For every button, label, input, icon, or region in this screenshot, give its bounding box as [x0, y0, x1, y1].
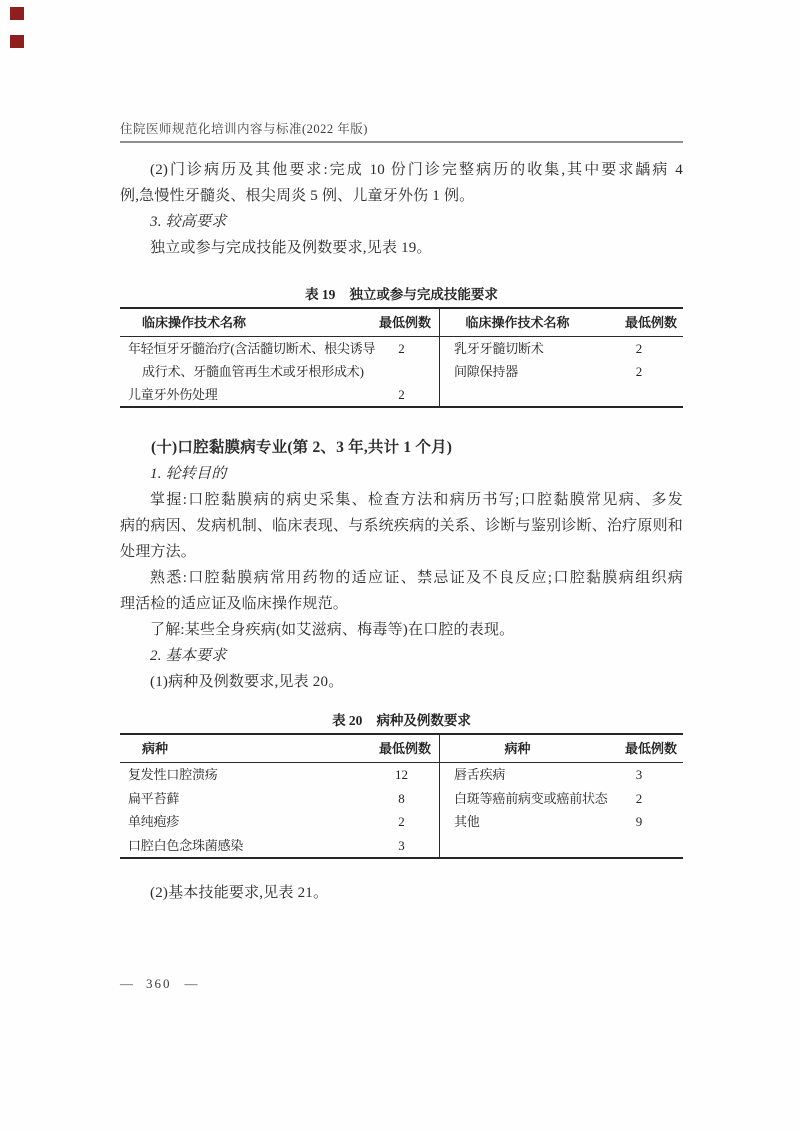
table-row [120, 810, 683, 834]
cell-disease-name: 其他 [454, 814, 480, 830]
cell-min-cases: 12 [364, 763, 440, 787]
cell-min-cases: 3 [635, 767, 643, 783]
paragraph-line: 处理方法。 [120, 544, 197, 560]
corner-mark-bottom-icon [10, 35, 24, 48]
column-header-min-cases-left: 最低例数 [364, 309, 440, 336]
column-header-skill-name-left: 临床操作技术名称 [142, 315, 247, 330]
column-header-min-cases-right: 最低例数 [624, 315, 677, 330]
cell-disease-name: 口腔白色念珠菌感染 [128, 837, 244, 853]
cell-skill-name: 乳牙牙髓切断术 [454, 341, 544, 356]
paragraph-line: 病的病因、发病机制、临床表现、与系统疾病的关系、诊断与鉴别诊断、治疗原则和 [120, 518, 683, 534]
column-header-disease-right: 病种 [504, 741, 531, 756]
paragraph-line: 例,急慢性牙髓炎、根尖周炎 5 例、儿童牙外伤 1 例。 [120, 188, 475, 204]
paragraph-disease-case-requirements: (1)病种及例数要求,见表 20。 [150, 674, 344, 690]
table-row [120, 383, 683, 406]
cell-min-cases: 2 [364, 383, 440, 406]
cell-disease-name: 单纯疱疹 [128, 814, 180, 830]
cell-min-cases: 8 [364, 787, 440, 811]
column-header-min-cases-left: 最低例数 [364, 735, 440, 762]
cell-skill-name: 间隙保持器 [454, 364, 519, 379]
list-item-rotation-purpose: 1. 轮转目的 [150, 466, 227, 482]
paragraph-independent-skills: 独立或参与完成技能及例数要求,见表 19。 [150, 240, 432, 256]
paragraph-line: 掌握:口腔黏膜病的病史采集、检查方法和病历书写;口腔黏膜常见病、多发 [150, 492, 683, 508]
cell-disease-name: 扁平苔藓 [128, 790, 180, 806]
footer-dash-left: — [120, 976, 133, 991]
table-row [120, 834, 683, 858]
paragraph-line: 理活检的适应证及临床操作规范。 [120, 596, 349, 612]
table-19 [120, 307, 683, 408]
header-rule [120, 141, 683, 143]
cell-min-cases: 3 [364, 834, 440, 858]
cell-min-cases: 2 [364, 810, 440, 834]
cell-skill-name: 成行术、牙髓血管再生术或牙根形成术) [142, 364, 364, 379]
page-number [120, 976, 198, 992]
footer-dash-right: — [184, 976, 198, 991]
table-row [120, 763, 683, 787]
cell-min-cases: 2 [635, 364, 643, 379]
paragraph-familiar [120, 565, 683, 617]
column-header-disease-left: 病种 [142, 741, 169, 756]
list-item-advanced-requirements: 3. 较高要求 [150, 214, 227, 230]
table-row [120, 337, 683, 360]
paragraph-line: 熟悉:口腔黏膜病常用药物的适应证、禁忌证及不良反应;口腔黏膜病组织病 [150, 570, 683, 586]
table-20 [120, 733, 683, 859]
column-header-min-cases-right: 最低例数 [624, 741, 677, 756]
corner-mark-top-icon [10, 7, 24, 20]
cell-min-cases: 2 [635, 790, 643, 806]
page-content [120, 112, 683, 906]
paragraph-understand: 了解:某些全身疾病(如艾滋病、梅毒等)在口腔的表现。 [150, 622, 515, 638]
table20-header-row [120, 735, 683, 763]
paragraph-line: (2)门诊病历及其他要求:完成 10 份门诊完整病历的收集,其中要求龋病 4 [150, 162, 683, 178]
table-row [120, 360, 683, 383]
table19-caption-title: 独立或参与完成技能要求 [349, 287, 498, 302]
list-item-basic-requirements: 2. 基本要求 [150, 648, 227, 664]
section-heading-oral-mucosa: (十)口腔黏膜病专业(第 2、3 年,共计 1 个月) [151, 439, 453, 456]
cell-min-cases: 2 [364, 337, 440, 360]
column-header-skill-name-right: 临床操作技术名称 [465, 315, 570, 330]
cell-min-cases: 9 [635, 814, 643, 830]
cell-skill-name: 儿童牙外伤处理 [128, 387, 218, 402]
paragraph-outpatient-records [120, 157, 683, 209]
cell-disease-name: 唇舌疾病 [454, 767, 506, 783]
table20-caption-label: 表 20 [332, 713, 363, 728]
table20-caption [120, 711, 683, 731]
table-row [120, 787, 683, 811]
cell-skill-name: 年轻恒牙牙髓治疗(含活髓切断术、根尖诱导 [128, 341, 376, 356]
running-header: 住院医师规范化培训内容与标准(2022 年版) [120, 122, 368, 136]
paragraph-master [120, 487, 683, 565]
table19-header-row [120, 309, 683, 337]
cell-min-cases [364, 360, 440, 383]
table20-caption-title: 病种及例数要求 [376, 713, 471, 728]
cell-disease-name: 白斑等癌前病变或癌前状态 [454, 790, 608, 806]
table19-caption [120, 285, 683, 305]
cell-min-cases: 2 [635, 341, 643, 356]
table19-caption-label: 表 19 [305, 287, 336, 302]
footer-page-number: 360 [146, 976, 172, 991]
cell-disease-name: 复发性口腔溃疡 [128, 767, 218, 783]
paragraph-basic-skill-requirements: (2)基本技能要求,见表 21。 [150, 885, 329, 901]
